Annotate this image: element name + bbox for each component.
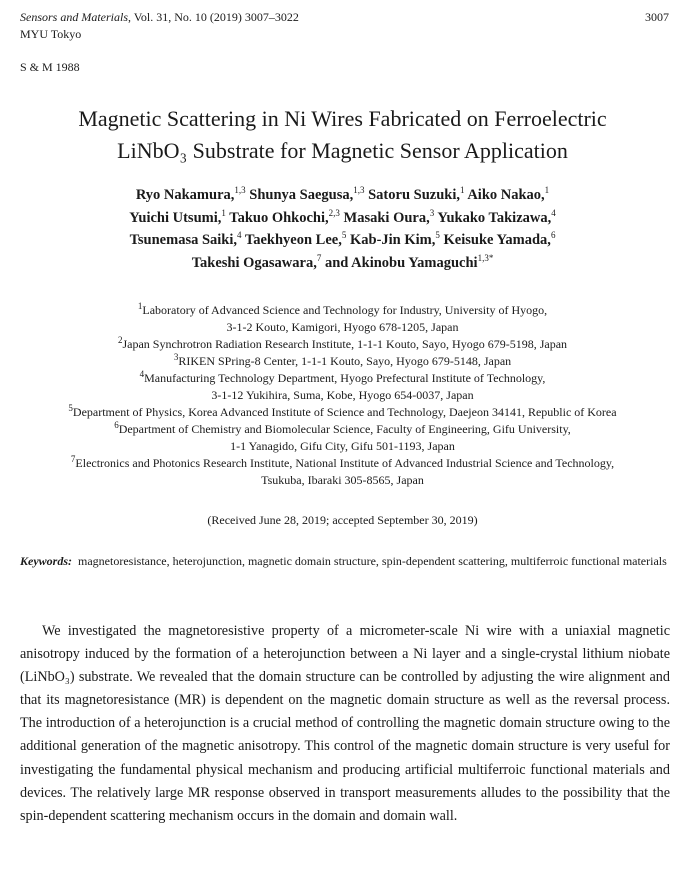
author-name: and Akinobu Yamaguchi	[324, 254, 478, 271]
author-affiliation-mark: 1,3	[234, 185, 246, 196]
affiliation-number: 4	[139, 369, 145, 379]
author-affiliation-mark: 4	[237, 230, 242, 241]
affiliation-list	[0, 302, 685, 489]
author-name: Keisuke Yamada,	[443, 232, 551, 248]
author	[324, 252, 494, 271]
author	[191, 252, 322, 271]
affiliation-number: 1	[137, 301, 143, 311]
affiliation-number: 7	[70, 454, 76, 464]
author	[129, 207, 226, 226]
author	[229, 207, 340, 226]
affiliation-text: Department of Chemistry and Biomolecular Science, Faculty of Engineering, Gifu University,	[118, 422, 571, 436]
affiliation-line	[0, 370, 685, 387]
author	[437, 207, 556, 226]
author	[368, 187, 464, 203]
author-affiliation-mark: 2,3	[328, 207, 340, 218]
affiliation-line	[0, 353, 685, 370]
author	[444, 232, 556, 248]
article-code: S & M 1988	[20, 60, 80, 74]
author-name: Satoru Suzuki,	[368, 187, 460, 203]
affiliation-text: Laboratory of Advanced Science and Technology for Industry, University of Hyogo,	[142, 303, 548, 317]
affiliation-line	[0, 455, 685, 472]
author-affiliation-mark: 1	[544, 185, 550, 196]
affiliation-line	[0, 336, 685, 353]
author-name: Takeshi Ogasawara,	[191, 254, 317, 271]
received-date: (Received June 28, 2019; accepted September 30, 2019)	[207, 513, 478, 527]
author-name: Shunya Saegusa,	[249, 187, 354, 203]
affiliation-line	[0, 302, 685, 319]
affiliation-text: RIKEN SPring-8 Center, 1-1-1 Kouto, Sayo, Hyogo 679-5148, Japan	[178, 354, 512, 368]
author-name: Tsunemasa Saiki,	[129, 232, 238, 248]
affiliation-number: 2	[117, 335, 123, 345]
affiliation-line	[0, 472, 685, 489]
paper-title	[0, 103, 685, 167]
title-line-1: Magnetic Scattering in Ni Wires Fabricated on Ferroelectric	[78, 106, 607, 131]
author	[130, 232, 242, 248]
author	[467, 187, 549, 203]
affiliation-text: 3-1-12 Yukihira, Suma, Kobe, Hyogo 654-0037, Japan	[211, 388, 474, 402]
author	[343, 207, 435, 226]
keywords	[20, 551, 669, 572]
affiliation-number: 3	[173, 352, 179, 362]
author-affiliation-mark: 3	[429, 207, 435, 218]
affiliation-text: Manufacturing Technology Department, Hyogo Prefectural Institute of Technology,	[144, 371, 546, 385]
author-affiliation-mark: 1	[221, 207, 226, 218]
author-affiliation-mark: 1,3	[353, 185, 365, 196]
author-name: Taekhyeon Lee,	[244, 232, 342, 248]
author-name: Masaki Oura,	[343, 209, 430, 226]
affiliation-number: 5	[68, 403, 73, 413]
keywords-label: Keywords:	[20, 554, 72, 568]
journal-name: Sensors and Materials	[20, 10, 128, 24]
author-name: Yuichi Utsumi,	[129, 209, 222, 226]
affiliation-line	[0, 319, 685, 336]
author-affiliation-mark: 6	[550, 230, 556, 241]
author-affiliation-mark: 4	[551, 207, 556, 218]
affiliation-text: 3-1-2 Kouto, Kamigori, Hyogo 678-1205, Japan	[226, 320, 459, 334]
author	[245, 232, 346, 248]
journal-citation	[20, 10, 299, 25]
affiliation-text: Electronics and Photonics Research Institute, National Institute of Advanced Industrial Science and Technology,	[75, 456, 615, 470]
affiliation-text: 1-1 Yanagido, Gifu City, Gifu 501-1193, Japan	[230, 439, 455, 453]
author-list	[60, 184, 625, 274]
author-name: Takuo Ohkochi,	[229, 209, 329, 226]
author-affiliation-mark: 1	[459, 185, 465, 196]
author	[350, 232, 440, 248]
page-number: 3007	[645, 10, 669, 24]
affiliation-line	[0, 404, 685, 421]
author-name: Ryo Nakamura,	[135, 187, 235, 203]
affiliation-text: Tsukuba, Ibaraki 305-8565, Japan	[261, 473, 424, 487]
author-name: Aiko Nakao,	[467, 187, 545, 203]
author-name: Yukako Takizawa,	[437, 209, 552, 226]
author-affiliation-mark: 7	[316, 252, 322, 263]
affiliation-line	[0, 387, 685, 404]
journal-details: , Vol. 31, No. 10 (2019) 3007–3022	[128, 10, 299, 24]
author	[249, 187, 364, 203]
publisher: MYU Tokyo	[20, 27, 82, 41]
author-affiliation-mark: 5	[341, 230, 347, 241]
author-affiliation-mark: 1,3*	[477, 252, 494, 263]
keywords-text: magnetoresistance, heterojunction, magnetic domain structure, spin-dependent scattering, multiferroic functional materials	[78, 554, 667, 568]
abstract: We investigated the magnetoresistive property of a micrometer-scale Ni wire with a uniaxial magnetic anisotropy induced by the formation of a heterojunction between a Ni layer and a single-crystal lithium niobate (LiNbO₃) substrate. We revealed that the domain structure can be controlled by adjusting the wire alignment and that its magnetoresistance (MR) is dependent on the magnetic domain structure as well as the reversal process. The introduction of a heterojunction is a crucial method of controlling the magnetic domain structure owing to the additional generation of the magnetic anisotropy. This control of the magnetic domain structure is very useful for investigating the fundamental physical mechanism and producing artificial multiferroic functional materials and devices. The relatively large MR response observed in transport measurements alludes to the possibility that the spin-dependent scattering mechanism occurs in the domain and domain wall.	[20, 623, 670, 824]
affiliation-line	[0, 438, 685, 455]
author	[136, 187, 246, 203]
title-line-2: LiNbO₃ Substrate for Magnetic Sensor Application	[117, 138, 568, 163]
affiliation-text: Japan Synchrotron Radiation Research Institute, 1-1-1 Kouto, Sayo, Hyogo 679-5198, Japan	[122, 337, 568, 351]
affiliation-number: 6	[114, 420, 119, 430]
author-name: Kab-Jin Kim,	[349, 232, 436, 248]
author-affiliation-mark: 5	[435, 230, 440, 241]
affiliation-line	[0, 421, 685, 438]
affiliation-text: Department of Physics, Korea Advanced Institute of Science and Technology, Daejeon 34141, Republic of Korea	[72, 405, 617, 419]
